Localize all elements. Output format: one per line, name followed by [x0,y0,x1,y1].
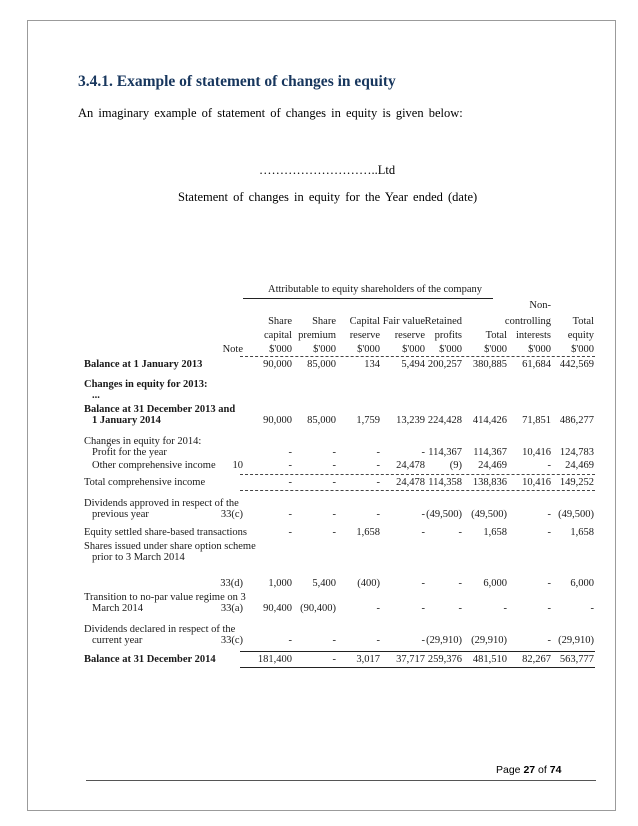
column-header-line1: Retained [424,316,462,327]
column-header-line2: Total [485,330,507,341]
row-label: prior to 3 March 2014 [92,552,185,563]
table-cell: 1,000 [268,578,292,589]
footer-of: of [535,764,550,776]
table-cell: 481,510 [472,654,507,665]
header-noncontrolling-top: Non- [529,300,551,311]
table-cell: (29,910) [558,635,594,646]
table-cell: - [547,509,551,520]
table-cell: 71,851 [522,415,551,426]
table-cell: 114,367 [473,447,507,458]
table-cell: - [590,603,594,614]
table-cell: - [332,460,336,471]
column-header-line3: Note [222,344,243,355]
table-cell: - [503,603,507,614]
table-cell: - [332,654,336,665]
table-cell: - [332,527,336,538]
rule-before-total-comprehensive [240,474,595,475]
table-cell: - [376,477,380,488]
row-label: Shares issued under share option scheme [84,541,256,552]
table-cell: 138,836 [472,477,507,488]
table-cell: (29,910) [471,635,507,646]
table-cell: - [376,509,380,520]
column-header-line2: equity [567,330,594,341]
table-cell: 13,239 [396,415,425,426]
column-header-line1: Fair value [382,316,425,327]
table-cell: - [376,603,380,614]
table-cell: - [547,635,551,646]
table-cell: 414,426 [472,415,507,426]
table-cell: - [332,477,336,488]
table-cell: 124,783 [559,447,594,458]
table-cell: 114,358 [428,477,462,488]
row-note: 33(c) [220,509,243,520]
table-cell: 24,478 [396,477,425,488]
row-label: Transition to no-par value regime on 3 [84,592,246,603]
row-label: current year [92,635,143,646]
row-label: Equity settled share-based transactions [84,527,247,538]
row-label: Profit for the year [92,447,167,458]
table-cell: (400) [357,578,380,589]
table-cell: 442,569 [559,359,594,370]
table-cell: 82,267 [522,654,551,665]
column-header-line3: $'000 [357,344,380,355]
page-number: 27 [523,764,536,776]
row-label: Dividends declared in respect of the [84,624,236,635]
table-cell: 24,469 [478,460,507,471]
row-label: 1 January 2014 [92,415,161,426]
table-cell: 114,367 [428,447,462,458]
table-cell: 3,017 [356,654,380,665]
column-header-line3: $'000 [402,344,425,355]
rule-before-closing-balance [240,651,595,652]
page-footer [496,764,561,776]
column-header-line1: Share [268,316,292,327]
footer-divider [86,780,596,781]
column-header-line3: $'000 [313,344,336,355]
column-header-line1: controlling [504,316,551,327]
table-cell: - [421,603,425,614]
table-cell: - [458,578,462,589]
row-label: Balance at 31 December 2013 and [84,404,236,415]
column-header-line1: Total [572,316,594,327]
table-cell: 134 [364,359,380,370]
table-cell: 90,000 [263,415,292,426]
table-cell: 85,000 [307,359,336,370]
table-cell: 5,400 [312,578,336,589]
table-cell: - [332,447,336,458]
table-cell: 1,658 [570,527,594,538]
header-rule [240,356,595,357]
row-note: 10 [232,460,243,471]
company-name: ………………………..Ltd [259,163,396,177]
table-cell: (29,910) [426,635,462,646]
table-cell: 24,469 [565,460,594,471]
table-cell: - [547,603,551,614]
table-cell: 6,000 [570,578,594,589]
table-cell: - [332,509,336,520]
table-cell: 24,478 [396,460,425,471]
row-label: Other comprehensive income [92,460,216,471]
row-label: Changes in equity for 2013: [84,379,208,390]
table-cell: - [376,447,380,458]
row-label: Balance at 31 December 2014 [84,654,216,665]
row-note: 33(a) [220,603,243,614]
table-cell: - [376,460,380,471]
table-cell: 90,400 [263,603,292,614]
table-cell: - [332,635,336,646]
table-cell: 181,400 [257,654,292,665]
column-header-line1: Capital [349,316,380,327]
rule-after-total-comprehensive [240,490,595,491]
table-cell: - [458,603,462,614]
table-cell: (49,500) [426,509,462,520]
table-cell: 1,658 [483,527,507,538]
table-cell: - [547,460,551,471]
column-header-line3: $'000 [571,344,594,355]
column-header-line2: capital [264,330,292,341]
column-header-line1: Share [312,316,336,327]
column-header-line3: $'000 [528,344,551,355]
row-label: Total comprehensive income [84,477,206,488]
row-label: March 2014 [92,603,144,614]
table-cell: (49,500) [471,509,507,520]
table-cell: (49,500) [558,509,594,520]
table-cell: - [421,578,425,589]
table-cell: - [288,527,292,538]
table-cell: - [421,635,425,646]
table-cell: 259,376 [427,654,462,665]
section-heading: 3.4.1. Example of statement of changes in equity [78,73,396,90]
table-cell: 224,428 [427,415,462,426]
table-cell: 10,416 [522,477,551,488]
column-header-line2: reserve [349,330,380,341]
column-header-line2: reserve [394,330,425,341]
table-cell: - [288,460,292,471]
table-cell: 85,000 [307,415,336,426]
row-label: Dividends approved in respect of the [84,498,239,509]
table-cell: 1,759 [356,415,380,426]
table-cell: 200,257 [427,359,462,370]
row-label: Changes in equity for 2014: [84,436,202,447]
table-cell: 90,000 [263,359,292,370]
row-label: Balance at 1 January 2013 [84,359,203,370]
table-cell: 61,684 [522,359,551,370]
column-header-line2: premium [298,330,336,341]
table-cell: 5,494 [401,359,425,370]
table-cell: 563,777 [559,654,594,665]
table-cell: 380,885 [472,359,507,370]
table-cell: 1,658 [356,527,380,538]
footer-prefix: Page [496,764,524,776]
table-cell: - [458,527,462,538]
table-cell: - [421,527,425,538]
rule-after-closing-balance [240,667,595,668]
table-cell: - [288,447,292,458]
page-total: 74 [549,764,562,776]
intro-text: An imaginary example of statement of changes in equity is given below: [78,106,463,120]
group-header-rule [243,298,493,299]
row-note: 33(c) [220,635,243,646]
table-cell: 486,277 [559,415,594,426]
table-cell: - [421,447,425,458]
table-cell: (90,400) [300,603,336,614]
table-cell: - [376,635,380,646]
group-header: Attributable to equity shareholders of the company [267,284,483,295]
table-cell: - [288,477,292,488]
column-header-line3: $'000 [269,344,292,355]
column-header-line2: profits [434,330,462,341]
column-header-line3: $'000 [484,344,507,355]
table-cell: - [547,578,551,589]
table-cell: 10,416 [522,447,551,458]
row-note: 33(d) [220,578,243,589]
column-header-line2: interests [516,330,551,341]
statement-title: Statement of changes in equity for the Year ended (date) [178,190,478,204]
table-cell: - [288,509,292,520]
row-label: ... [92,390,100,401]
column-header-line3: $'000 [439,344,462,355]
table-cell: - [547,527,551,538]
table-cell: (9) [449,460,462,471]
row-label: previous year [92,509,149,520]
table-cell: 37,717 [396,654,425,665]
table-cell: - [421,509,425,520]
table-cell: 6,000 [483,578,507,589]
table-cell: 149,252 [559,477,594,488]
table-cell: - [288,635,292,646]
